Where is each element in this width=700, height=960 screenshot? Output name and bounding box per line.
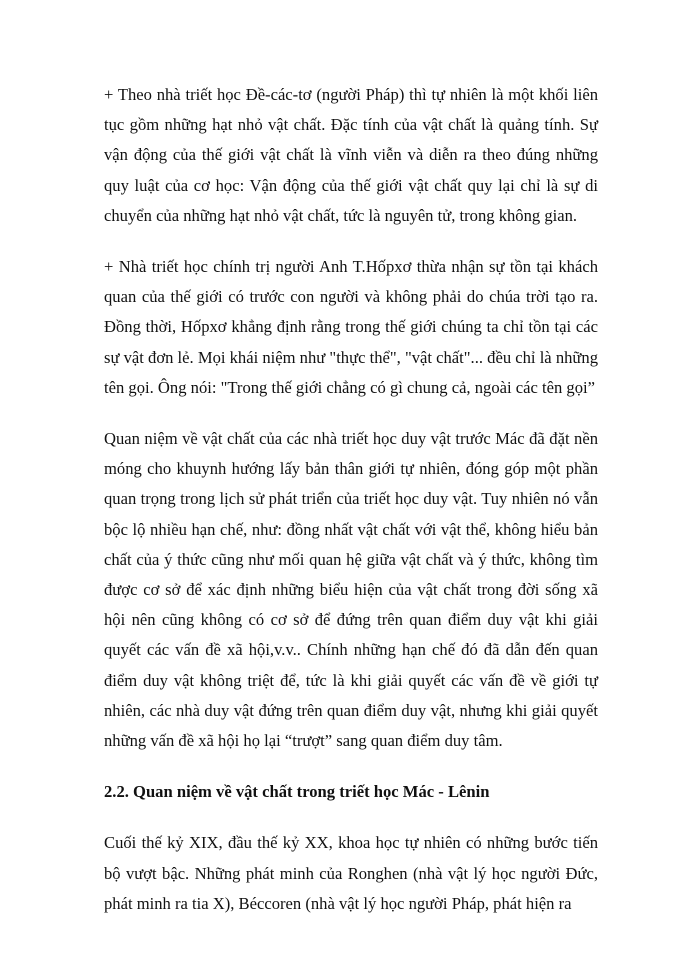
paragraph-hobbes: + Nhà triết học chính trị người Anh T.Hốpxơ thừa nhận sự tồn tại khách quan của thế giới có trước con người và không phải do chúa trời tạo ra. Đồng thời, Hốpxơ khẳng định rằng trong thế giới chúng ta chỉ tồn tại các sự vật đơn lẻ. Mọi khái niệm như "thực thể", "vật chất"... đều chỉ là những tên gọi. Ông nói: "Trong thế giới chẳng có gì chung cả, ngoài các tên gọi” [104, 257, 598, 397]
document-page [104, 80, 598, 940]
paragraph-pre-marx-materialism: Quan niệm về vật chất của các nhà triết học duy vật trước Mác đã đặt nền móng cho khuynh hướng lấy bản thân giới tự nhiên, đóng góp một phần quan trọng trong lịch sử phát triển của triết học duy vật. Tuy nhiên nó vẫn bộc lộ nhiều hạn chế, như: đồng nhất vật chất với vật thể, không hiểu bản chất của ý thức cũng như mối quan hệ giữa vật chất và ý thức, không tìm được cơ sở để xác định những biểu hiện của vật chất trong đời sống xã hội nên cũng không có cơ sở để đứng trên quan điểm duy vật khi giải quyết các vấn đề xã hội,v.v.. Chính những hạn chế đó đã dẫn đến quan điểm duy vật không triệt để, tức là khi giải quyết các vấn đề về giới tự nhiên, các nhà duy vật đứng trên quan điểm duy vật, nhưng khi giải quyết những vấn đề xã hội họ lại “trượt” sang quan điểm duy tâm. [104, 429, 598, 751]
paragraph-descartes: + Theo nhà triết học Đề-các-tơ (người Pháp) thì tự nhiên là một khối liên tục gồm những hạt nhỏ vật chất. Đặc tính của vật chất là quảng tính. Sự vận động của thế giới vật chất là vĩnh viễn và diễn ra theo đúng những quy luật của cơ học: Vận động của thế giới vật chất quy lại chỉ là sự di chuyển của những hạt nhỏ vật chất, tức là nguyên tử, trong không gian. [104, 85, 598, 225]
section-heading: 2.2. Quan niệm về vật chất trong triết học Mác - Lênin [104, 782, 490, 802]
paragraph-late-19th-century: Cuối thế kỷ XIX, đầu thế kỷ XX, khoa học tự nhiên có những bước tiến bộ vượt bậc. Những phát minh của Ronghen (nhà vật lý học người Đức, phát minh ra tia X), Béccoren (nhà vật lý học người Pháp, phát hiện ra [104, 833, 598, 913]
